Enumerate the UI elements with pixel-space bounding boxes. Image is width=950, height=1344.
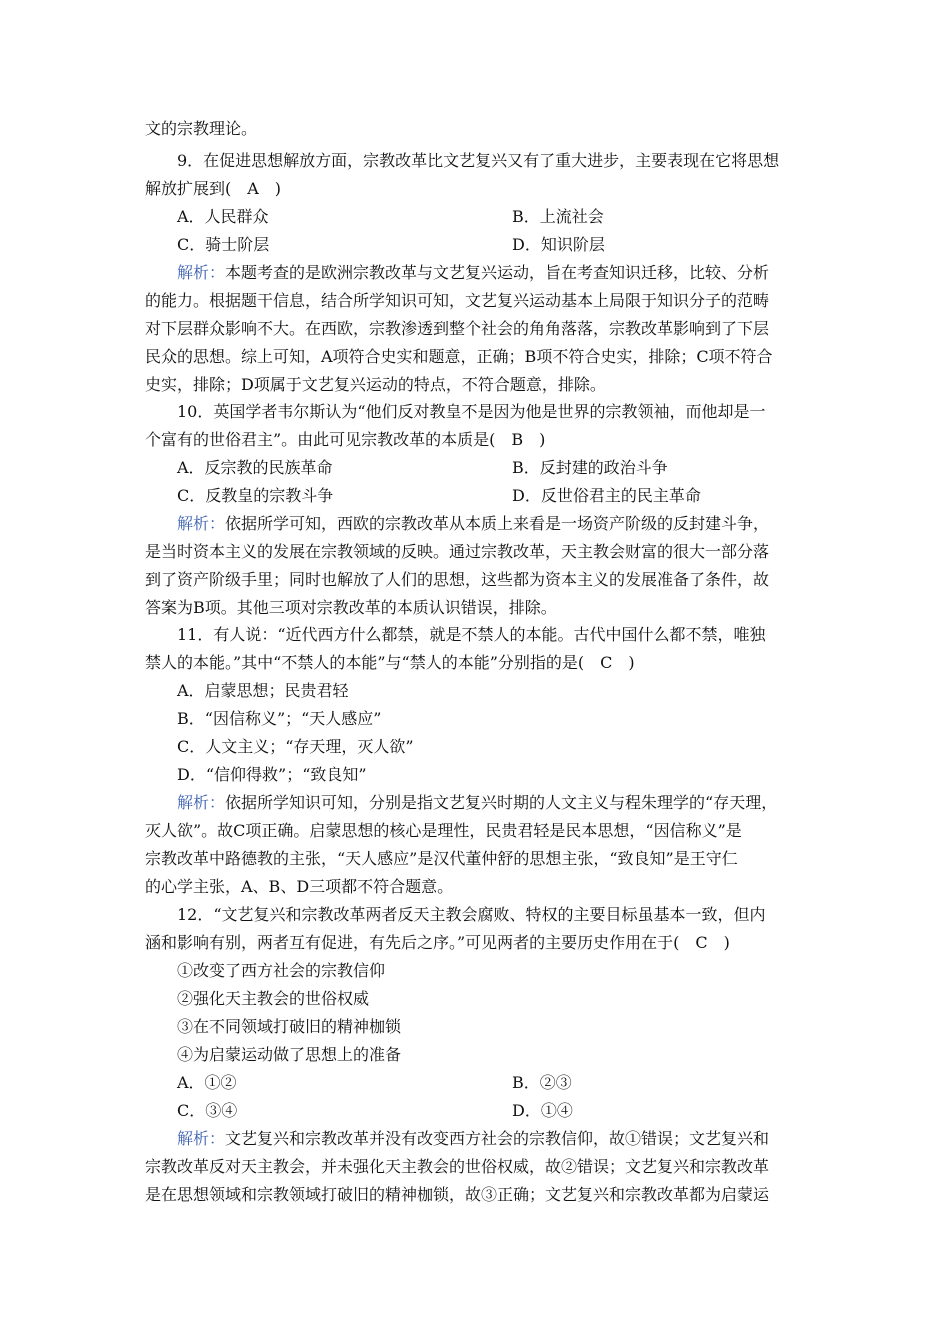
q10-stem-line2: 个富有的世俗君主”。由此可见宗教改革的本质是( B ) [145,430,546,449]
q9-option-a: A．人民群众 [177,207,269,226]
q9-explanation-line1 [177,263,769,283]
q10-explanation-label: 解析： [177,514,226,533]
q12-statement-4: ④为启蒙运动做了思想上的准备 [177,1045,402,1064]
q11-explanation-text: 依据所学知识可知，分别是指文艺复兴时期的人文主义与程朱理学的“存天理， [225,793,778,812]
q10-option-d: D．反世俗君主的民主革命 [512,486,701,505]
q10-option-c: C．反教皇的宗教斗争 [177,486,334,505]
q9-stem-line1: 9．在促进思想解放方面，宗教改革比文艺复兴又有了重大进步，主要表现在它将思想 [177,151,780,170]
q12-statement-3: ③在不同领域打破旧的精神枷锁 [177,1017,402,1036]
q9-explanation-text: 本题考查的是欧洲宗教改革与文艺复兴运动，旨在考查知识迁移，比较、分析 [225,263,770,282]
q11-explanation-line1 [177,793,777,813]
q11-explanation-line2: 灭人欲”。故C项正确。启蒙思想的核心是理性，民贵君轻是民本思想，“因信称义”是 [145,821,742,840]
q11-option-a: A．启蒙思想；民贵君轻 [177,681,349,700]
q10-explanation-line2: 是当时资本主义的发展在宗教领域的反映。通过宗教改革，天主教会财富的很大一部分落 [145,542,770,561]
q10-option-b: B．反封建的政治斗争 [512,458,668,477]
q11-option-c: C．人文主义；“存天理，灭人欲” [177,737,414,756]
q11-option-d: D．“信仰得救”；“致良知” [177,765,367,784]
q8-tail: 文的宗教理论。 [145,119,258,138]
q12-explanation-line3: 是在思想领域和宗教领域打破旧的精神枷锁，故③正确；文艺复兴和宗教改革都为启蒙运 [145,1185,770,1204]
q12-stem-line2: 涵和影响有别，两者互有促进，有先后之序。”可见两者的主要历史作用在于( C ) [145,933,730,952]
q11-explanation-label: 解析： [177,793,226,812]
q12-explanation-line2: 宗教改革反对天主教会，并未强化天主教会的世俗权威，故②错误；文艺复兴和宗教改革 [145,1157,770,1176]
q11-explanation-line3: 宗教改革中路德教的主张，“天人感应”是汉代董仲舒的思想主张，“致良知”是王守仁 [145,849,738,868]
q9-explanation-line2: 的能力。根据题干信息，结合所学知识可知，文艺复兴运动基本上局限于知识分子的范畴 [145,291,770,310]
q11-explanation-line4: 的心学主张，A、B、D三项都不符合题意。 [145,877,454,896]
q10-explanation-line1 [177,514,769,534]
q10-explanation-line3: 到了资产阶级手里；同时也解放了人们的思想，这些都为资本主义的发展准备了条件，故 [145,570,770,589]
q12-stem-line1: 12．“文艺复兴和宗教改革两者反天主教会腐败、特权的主要目标虽基本一致，但内 [177,905,766,924]
q11-stem-line2: 禁人的本能。”其中“不禁人的本能”与“禁人的本能”分别指的是( C ) [145,653,635,672]
q9-option-b: B．上流社会 [512,207,604,226]
q10-explanation-line4: 答案为B项。其他三项对宗教改革的本质认识错误，排除。 [145,598,557,617]
q12-explanation-label: 解析： [177,1129,226,1148]
q10-option-a: A．反宗教的民族革命 [177,458,333,477]
q10-stem-line1: 10．英国学者韦尔斯认为“他们反对教皇不是因为他是世界的宗教领袖，而他却是一 [177,402,766,421]
q12-explanation-text: 文艺复兴和宗教改革并没有改变西方社会的宗教信仰，故①错误；文艺复兴和 [225,1129,770,1148]
q10-explanation-text: 依据所学可知，西欧的宗教改革从本质上来看是一场资产阶级的反封建斗争， [225,514,770,533]
q9-explanation-line4: 民众的思想。综上可知，A项符合史实和题意，正确；B项不符合史实，排除；C项不符合 [145,347,773,366]
q9-explanation-line5: 史实，排除；D项属于文艺复兴运动的特点，不符合题意，排除。 [145,375,606,394]
q9-option-c: C．骑士阶层 [177,235,270,254]
q11-option-b: B．“因信称义”；“天人感应” [177,709,382,728]
q12-option-d: D．①④ [512,1101,573,1120]
q9-stem-line2: 解放扩展到( A ) [145,179,282,198]
q12-option-b: B．②③ [512,1073,572,1092]
q12-statement-2: ②强化天主教会的世俗权威 [177,989,370,1008]
q9-option-d: D．知识阶层 [512,235,605,254]
q9-explanation-label: 解析： [177,263,226,282]
q11-stem-line1: 11．有人说：“近代西方什么都禁，就是不禁人的本能。古代中国什么都不禁，唯独 [177,625,766,644]
q12-explanation-line1 [177,1129,769,1149]
q12-option-c: C．③④ [177,1101,238,1120]
q12-option-a: A．①② [177,1073,237,1092]
q12-statement-1: ①改变了西方社会的宗教信仰 [177,961,386,980]
q9-explanation-line3: 对下层群众影响不大。在西欧，宗教渗透到整个社会的角角落落，宗教改革影响到了下层 [145,319,770,338]
